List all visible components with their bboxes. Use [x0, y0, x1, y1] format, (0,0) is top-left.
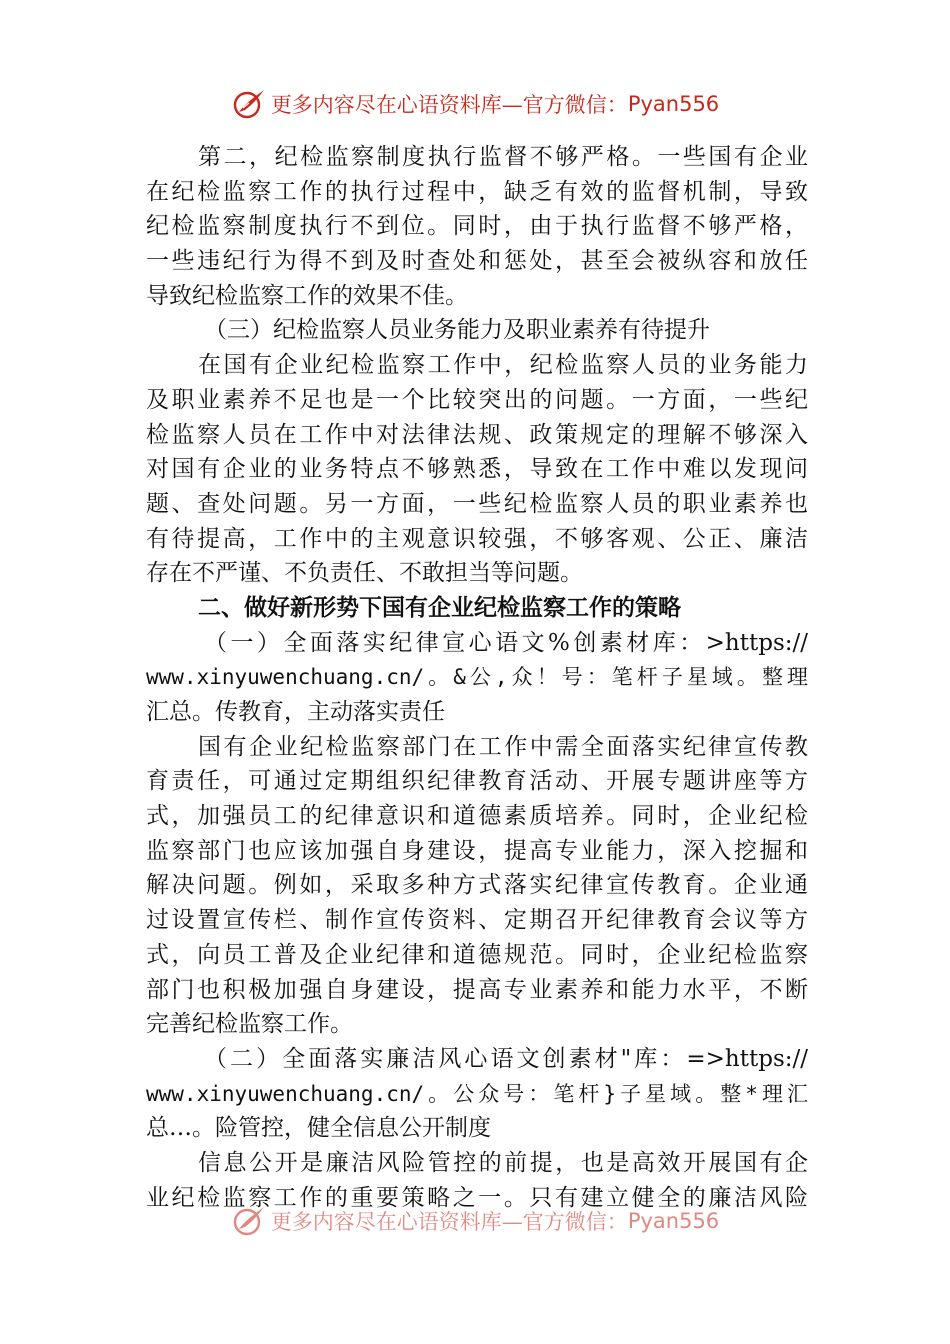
text-line: 总…。险管控，健全信息公开制度	[146, 1115, 491, 1142]
text-line: www.xinyuwenchuang.cn/。&公,众！号：笔杆子星域。整理	[146, 665, 808, 690]
body-text	[146, 140, 808, 1215]
text-line: 国有企业纪检监察部门在工作中需全面落实纪律宣传教	[198, 733, 808, 760]
text-line: 监察部门也应该加强自身建设，提高专业能力，深入挖掘和	[146, 837, 808, 864]
text-line: 信息公开是廉洁风险管控的前提，也是高效开展国有企	[198, 1149, 808, 1176]
text-line: 完善纪检监察工作。	[146, 1011, 353, 1038]
banner-text: 更多内容尽在心语资料库—官方微信：	[270, 1210, 628, 1234]
text-line: 导致纪检监察工作的效果不佳。	[146, 282, 468, 309]
text-line: 及职业素养不足也是一个比较突出的问题。一方面，一些纪	[146, 386, 808, 413]
text-line: 检监察人员在工作中对法律法规、政策规定的理解不够深入	[146, 421, 808, 448]
banner-handle: Pyan556	[627, 92, 720, 116]
text-line: 一些违纪行为得不到及时查处和惩处，甚至会被纵容和放任	[146, 248, 808, 275]
section-heading: （二）全面落实廉洁风心语文创素材"库：=>https://	[204, 1045, 808, 1072]
text-line: 题、查处问题。另一方面，一些纪检监察人员的职业素养也	[146, 490, 808, 517]
text-line: 式，向员工普及企业纪律和道德规范。同时，企业纪检监察	[146, 941, 808, 968]
text-line: 式，加强员工的纪律意识和道德素质培养。同时，企业纪检	[146, 803, 808, 830]
text-line: www.xinyuwenchuang.cn/。公众号：笔杆}子星域。整*理汇	[146, 1081, 808, 1106]
text-line: 过设置宣传栏、制作宣传资料、定期召开纪律教育会议等方	[146, 907, 808, 934]
watermark-banner-top	[0, 84, 950, 124]
quill-logo-icon	[231, 86, 267, 122]
text-line: 业纪检监察工作的重要策略之一。只有建立健全的廉洁风险	[146, 1184, 808, 1211]
text-line: 对国有企业的业务特点不够熟悉，导致在工作中难以发现问	[146, 456, 808, 483]
text-line: 第二，纪检监察制度执行监督不够严格。一些国有企业	[198, 144, 808, 170]
text-line: 汇总。传教育，主动落实责任	[146, 699, 445, 725]
text-line: 部门也积极加强自身建设，提高专业素养和能力水平，不断	[146, 976, 808, 1003]
text-line: 在国有企业纪检监察工作中，纪检监察人员的业务能力	[198, 352, 808, 379]
text-line: 育责任，可通过定期组织纪律教育活动、开展专题讲座等方	[146, 768, 808, 795]
banner-text: 更多内容尽在心语资料库—官方微信：	[270, 93, 628, 117]
text-line: 有待提高，工作中的主观意识较强，不够客观、公正、廉洁	[146, 525, 808, 552]
text-line: 在纪检监察工作的执行过程中，缺乏有效的监督机制，导致	[146, 178, 808, 205]
chapter-heading: 二、做好新形势下国有企业纪检监察工作的策略	[198, 593, 681, 621]
text-line: 解决问题。例如，采取多种方式落实纪律宣传教育。企业通	[146, 872, 808, 899]
banner-handle: Pyan556	[627, 1209, 720, 1233]
watermark-banner-bottom	[0, 1201, 950, 1241]
text-line: 存在不严谨、不负责任、不敢担当等问题。	[146, 560, 583, 587]
section-heading: （一）全面落实纪律宣心语文%创素材库：>https://	[204, 629, 808, 656]
section-heading: （三）纪检监察人员业务能力及职业素养有待提升	[204, 317, 710, 344]
quill-logo-icon	[231, 1203, 267, 1239]
text-line: 纪检监察制度执行不到位。同时，由于执行监督不够严格，	[146, 213, 808, 240]
